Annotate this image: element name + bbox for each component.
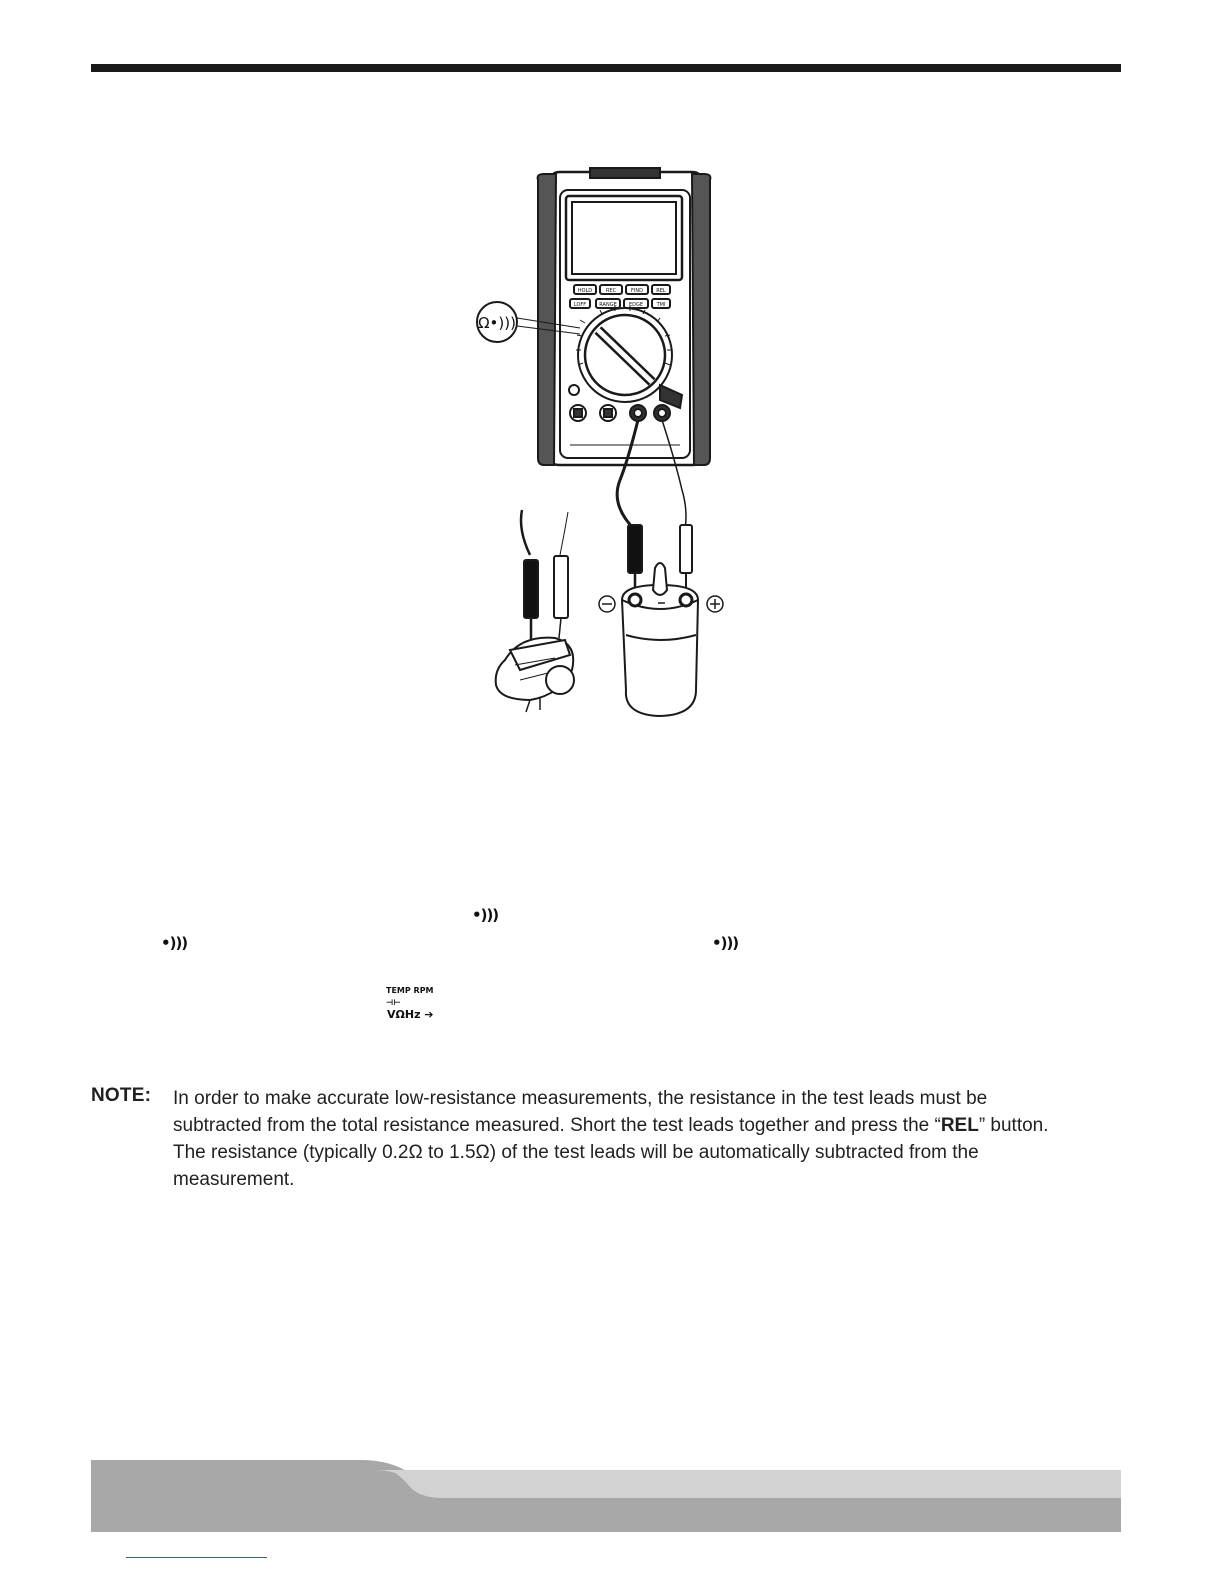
input-jack-line2: VΩHz ➔	[387, 1008, 434, 1021]
loff-button-label: LOFF	[573, 302, 587, 308]
tmi-button-label: TMI	[656, 302, 666, 308]
input-jack-line1: TEMP RPM ⊣⊢	[386, 986, 434, 1007]
note-text-before: In order to make accurate low-resistance measurements, the resistance in the test leads must be subtracted from the total resistance measured. Short the test leads together and press the “	[173, 1088, 988, 1136]
note-text	[173, 1085, 1073, 1193]
note-text-after: ” button. The resistance (typically 0.2Ω to 1.5Ω) of the test leads will be automatically subtracted from the measurement.	[173, 1115, 1049, 1190]
continuity-beep-icon: •)))	[161, 934, 188, 952]
header-rule	[91, 64, 1121, 72]
note-label: NOTE:	[91, 1085, 152, 1106]
rec-button-label: REC	[605, 288, 617, 294]
footer-band	[91, 1460, 1121, 1532]
dial-callout-label: Ω•)))	[478, 314, 516, 332]
edge-button-label: EDGE	[628, 302, 644, 308]
footer-link-underline[interactable]	[126, 1557, 267, 1558]
rel-button-label: REL	[656, 288, 666, 294]
find-button-label: FIND	[631, 288, 643, 294]
continuity-beep-icon: •)))	[472, 906, 499, 924]
continuity-beep-icon: •)))	[712, 934, 739, 952]
range-button-label: RANGE	[599, 302, 617, 308]
rel-button-name: REL	[940, 1115, 979, 1136]
footer-shape	[91, 1460, 1121, 1532]
multimeter-illustration	[460, 160, 750, 725]
multimeter-drawing	[460, 160, 750, 725]
hold-button-label: HOLD	[577, 288, 593, 294]
input-jack-symbol	[386, 985, 446, 1021]
